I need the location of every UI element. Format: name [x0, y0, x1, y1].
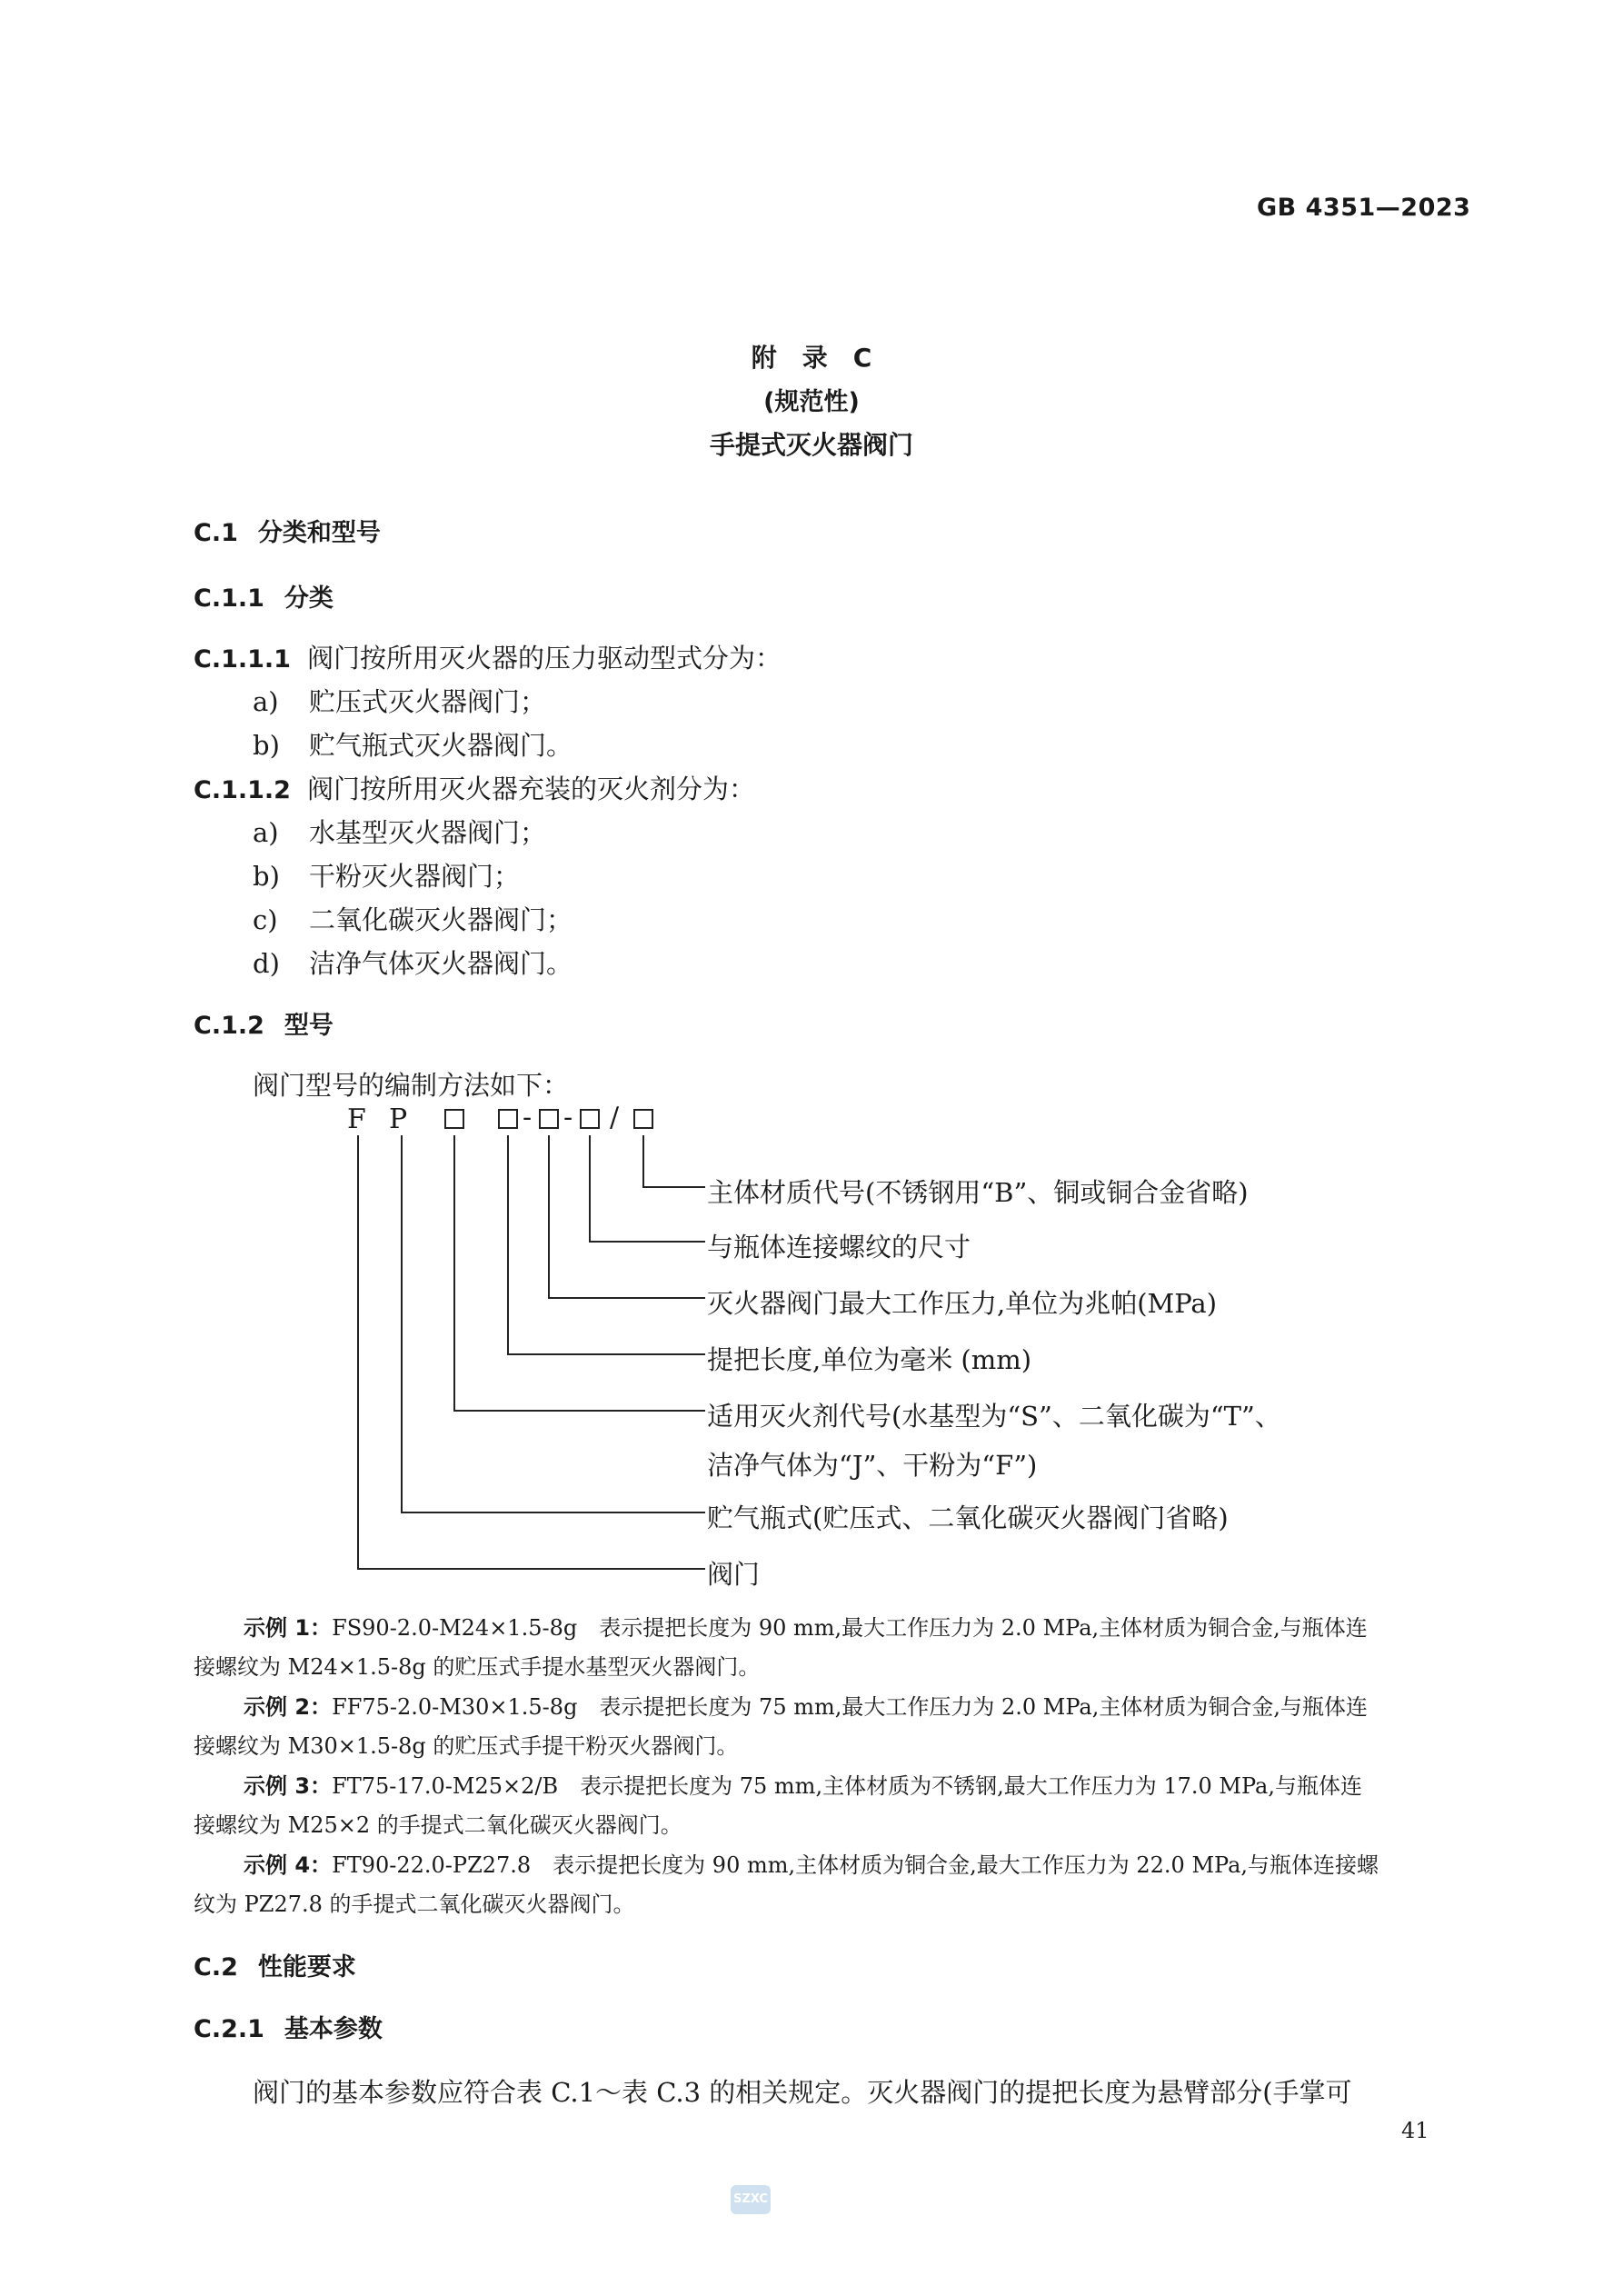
- model-intro: 阀门型号的编制方法如下：: [253, 1070, 570, 1101]
- code-label-cylinder: 贮气瓶式(贮压式、二氧化碳灭火器阀门省略): [707, 1502, 1229, 1533]
- section-title: 分类和型号: [257, 519, 381, 547]
- section-title: 分类: [284, 584, 334, 613]
- example-1-line2: 接螺纹为 M24×1.5-8g 的贮压式手提水基型灭火器阀门。: [194, 1654, 761, 1680]
- code-label-pressure: 灭火器阀门最大工作压力,单位为兆帕(MPa): [707, 1288, 1218, 1319]
- list-item: b) 贮气瓶式灭火器阀门。: [253, 730, 573, 761]
- code-label-thread: 与瓶体连接螺纹的尺寸: [707, 1232, 971, 1263]
- clause-number: C.1.1.2: [194, 776, 291, 804]
- example-2-line1: 示例 2：FF75-2.0-M30×1.5-8g 表示提把长度为 75 mm,最大工作压力为 2.0 MPa,主体材质为铜合金,与瓶体连: [244, 1694, 1369, 1720]
- example-1-line1: 示例 1：FS90-2.0-M24×1.5-8g 表示提把长度为 90 mm,最大工作压力为 2.0 MPa,主体材质为铜合金,与瓶体连: [244, 1615, 1368, 1641]
- example-3-line2: 接螺纹为 M25×2 的手提式二氧化碳灭火器阀门。: [194, 1812, 682, 1838]
- annex-subtitle: (规范性): [763, 388, 860, 416]
- code-slash: /: [610, 1102, 620, 1133]
- section-title: 基本参数: [284, 2015, 383, 2043]
- code-letter-f: F: [347, 1103, 366, 1135]
- clause-text: 阀门按所用灭火器的压力驱动型式分为：: [306, 643, 782, 674]
- code-dash: -: [563, 1102, 573, 1133]
- section-number: C.2: [194, 1953, 238, 1982]
- list-item: b) 干粉灭火器阀门；: [253, 861, 521, 892]
- section-title: 性能要求: [257, 1953, 356, 1982]
- code-label-agent: 适用灭火剂代号(水基型为“S”、二氧化碳为“T”、: [707, 1401, 1281, 1432]
- page-number: 41: [1401, 2118, 1429, 2143]
- c21-paragraph: 阀门的基本参数应符合表 C.1～表 C.3 的相关规定。灭火器阀门的提把长度为悬臂部分(手掌可: [253, 2077, 1352, 2108]
- code-label-valve: 阀门: [707, 1559, 761, 1590]
- standard-number: GB 4351—2023: [1257, 194, 1471, 222]
- list-item: a) 贮压式灭火器阀门；: [253, 686, 547, 717]
- clause-number: C.1.1.1: [194, 645, 291, 674]
- section-number: C.2.1: [194, 2015, 264, 2043]
- section-c21-heading: [194, 2009, 383, 2044]
- list-item: c) 二氧化碳灭火器阀门；: [253, 904, 573, 935]
- code-letter-p: P: [389, 1103, 408, 1135]
- code-dash: -: [523, 1102, 533, 1133]
- example-4-line1: 示例 4：FT90-22.0-PZ27.8 表示提把长度为 90 mm,主体材质为铜合金,最大工作压力为 22.0 MPa,与瓶体连接螺: [244, 1852, 1379, 1878]
- code-label-agent-cont: 洁净气体为“J”、干粉为“F”): [707, 1450, 1038, 1481]
- annex-title: 附 录 C: [751, 343, 872, 373]
- clause-text: 阀门按所用灭火器充装的灭火剂分为：: [306, 774, 755, 804]
- section-c2-heading: [194, 1947, 356, 1982]
- example-3-line1: 示例 3：FT75-17.0-M25×2/B 表示提把长度为 75 mm,主体材质为不锈钢,最大工作压力为 17.0 MPa,与瓶体连: [244, 1773, 1362, 1799]
- example-2-line2: 接螺纹为 M30×1.5-8g 的贮压式手提干粉灭火器阀门。: [194, 1733, 739, 1759]
- list-item: d) 洁净气体灭火器阀门。: [253, 948, 573, 979]
- list-item: a) 水基型灭火器阀门；: [253, 817, 547, 848]
- section-number: C.1: [194, 519, 238, 547]
- section-title: 型号: [284, 1012, 334, 1040]
- code-label-material: 主体材质代号(不锈钢用“B”、铜或铜合金省略): [707, 1177, 1249, 1208]
- watermark-logo: SZXC: [731, 2185, 771, 2214]
- code-label-handle: 提把长度,单位为毫米 (mm): [707, 1344, 1032, 1375]
- example-4-line2: 纹为 PZ27.8 的手提式二氧化碳灭火器阀门。: [194, 1892, 635, 1917]
- section-number: C.1.2: [194, 1012, 264, 1040]
- annex-name: 手提式灭火器阀门: [709, 430, 913, 460]
- section-number: C.1.1: [194, 584, 264, 613]
